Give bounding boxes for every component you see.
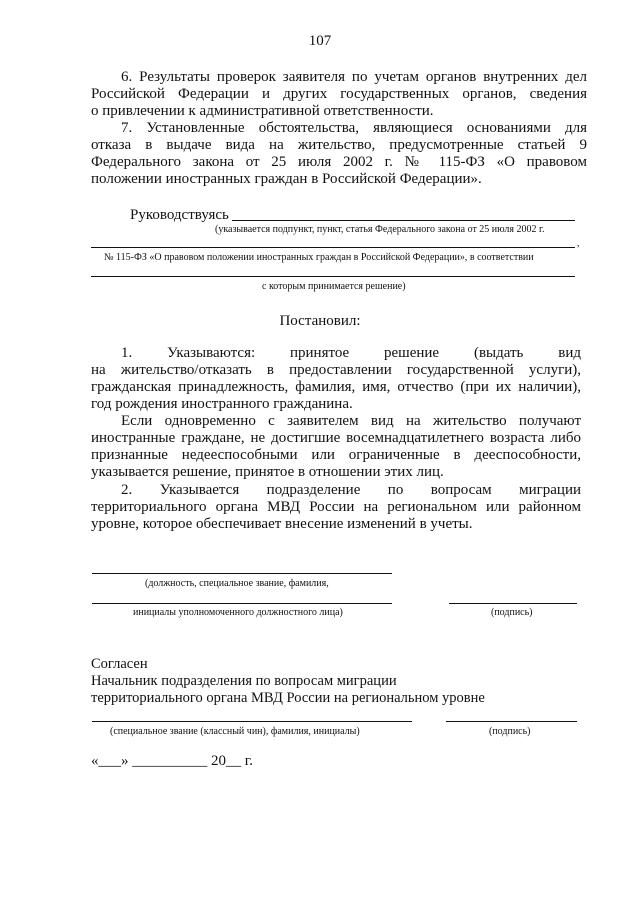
approval-title-line-2: территориального органа МВД России на региональном уровне [91,690,485,706]
item-1-line-4: год рождения иностранного гражданина. [91,396,353,412]
legal-basis-hint-2: № 115-ФЗ «О правовом положении иностранных граждан в Российской Федерации», в соответствии [104,252,534,263]
official-initials-line [92,603,392,604]
item-2-line-3: уровне, которое обеспечивает внесение изменений в учеты. [91,516,473,532]
item-1-extra-line-4: указывается решение, принятое в отношении этих лиц. [91,464,444,480]
item-2-line-1: 2. Указывается подразделение по вопросам миграции [121,482,581,498]
item-1-extra-line-1: Если одновременно с заявителем вид на жительство получают [121,413,581,429]
approval-agreed: Согласен [91,656,148,672]
official-position-hint: (должность, специальное звание, фамилия, [145,578,329,589]
item-1-line-1: 1. Указываются: принятое решение (выдать вид [121,345,581,361]
legal-basis-comma: , [577,238,580,249]
paragraph-6-line-3: о привлечении к административной ответственности. [91,103,434,119]
paragraph-7-line-1: 7. Установленные обстоятельства, являющиеся основаниями для [121,120,587,136]
resolved-heading: Постановил: [279,313,361,329]
official-position-line [92,573,392,574]
item-1-line-2: на жительство/отказать в предоставлении государственной услуги), [91,362,581,378]
legal-basis-line-3 [91,276,575,277]
paragraph-6-line-1: 6. Результаты проверок заявителя по учетам органов внутренних дел [121,69,587,85]
item-1-line-3: гражданская принадлежность, фамилия, имя, отчество (при их наличии), [91,379,581,395]
page-number: 107 [308,33,332,49]
approval-signature-line [446,721,577,722]
item-1-extra-line-3: признанные недееспособными или ограниченные в дееспособности, [91,447,581,463]
paragraph-7-line-2: отказа в выдаче вида на жительство, предусмотренные статьей 9 [91,137,587,153]
paragraph-7-line-3: Федерального закона от 25 июля 2002 г. № 115-ФЗ «О правовом [91,154,587,170]
guided-by-line [232,220,575,221]
approval-title-line-1: Начальник подразделения по вопросам миграции [91,673,397,689]
legal-basis-line-2 [91,247,575,248]
guided-by-label: Руководствуясь [130,207,229,223]
approval-signature-hint: (подпись) [489,726,531,737]
approval-rank-hint: (специальное звание (классный чин), фамилия, инициалы) [110,726,360,737]
legal-basis-hint-1: (указывается подпункт, пункт, статья Федерального закона от 25 июля 2002 г. [215,224,545,235]
official-initials-hint: инициалы уполномоченного должностного лица) [133,607,343,618]
date-line: «___» __________ 20__ г. [91,753,253,769]
official-signature-hint: (подпись) [491,607,533,618]
legal-basis-hint-3: с которым принимается решение) [262,281,406,292]
paragraph-7-line-4: положении иностранных граждан в Российской Федерации». [91,171,482,187]
official-signature-line [449,603,577,604]
approval-rank-line [92,721,412,722]
item-1-extra-line-2: иностранные граждане, не достигшие восемнадцатилетнего возраста либо [91,430,581,446]
paragraph-6-line-2: Российской Федерации и других государственных органов, сведения [91,86,587,102]
item-2-line-2: территориального органа МВД России на региональном или районном [91,499,581,515]
